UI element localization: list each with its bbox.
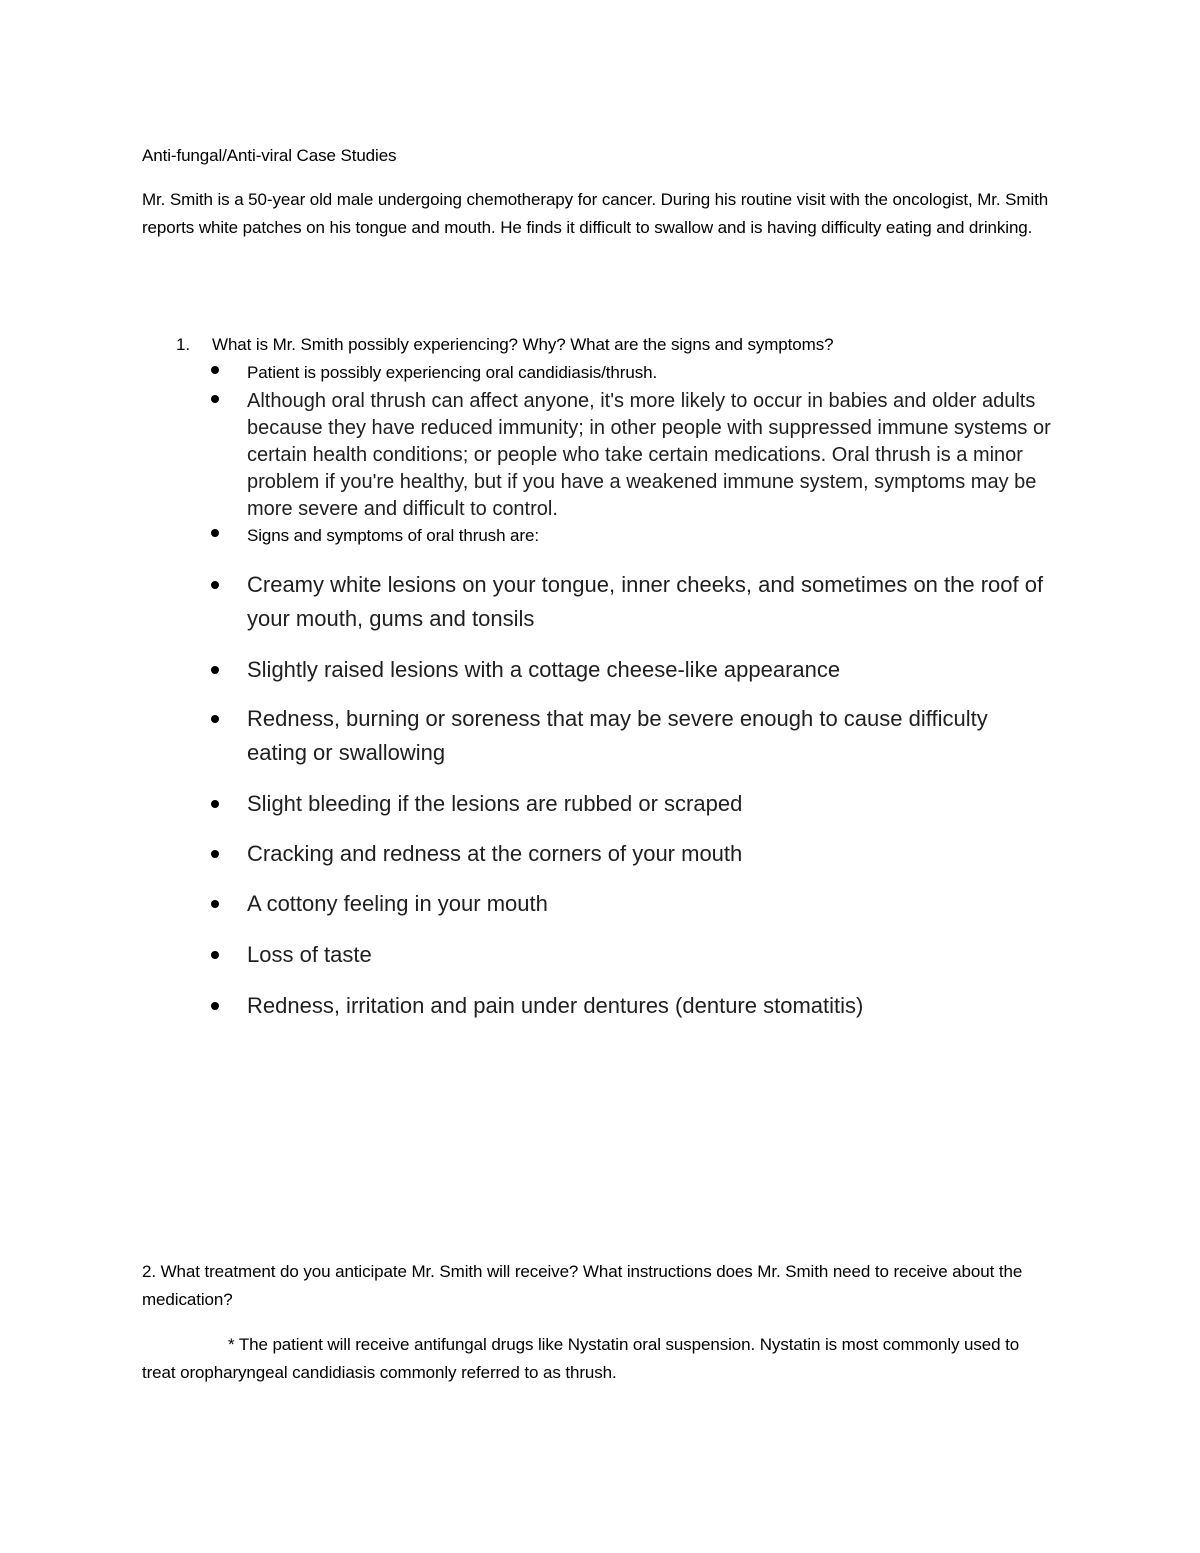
- question-1-text: What is Mr. Smith possibly experiencing? Why? What are the signs and symptoms?: [212, 335, 834, 354]
- bullet-dot-icon: [211, 366, 219, 374]
- symptom-list-item: [211, 837, 1051, 871]
- answer-bullet-diagnosis: [211, 359, 1051, 387]
- symptom-text: Creamy white lesions on your tongue, inner cheeks, and sometimes on the roof of your mouth, gums and tonsils: [247, 572, 1044, 631]
- question-2-answer: * The patient will receive antifungal drugs like Nystatin oral suspension. Nystatin is most commonly used to treat oropharyngeal candidiasis commonly referred to as thrush.: [142, 1335, 1020, 1382]
- answer-text: Although oral thrush can affect anyone, it's more likely to occur in babies and older adults because they have reduced immunity; in other people with suppressed immune systems or certain health conditions; or people who take certain medications. Oral thrush is a minor problem if you're healthy, but if you have a weakened immune system, symptoms may be more severe and difficult to control.: [247, 390, 1051, 520]
- bullet-dot-icon: [211, 715, 219, 723]
- symptom-text: A cottony feeling in your mouth: [247, 891, 548, 916]
- bullet-dot-icon: [211, 529, 219, 537]
- bullet-dot-icon: [211, 581, 219, 589]
- bullet-dot-icon: [211, 951, 219, 959]
- symptom-list-item: [211, 787, 1051, 821]
- symptom-list-item: [211, 702, 1051, 770]
- symptom-list-item: [211, 887, 1051, 921]
- symptom-list-item: [211, 568, 1051, 636]
- symptom-text: Redness, burning or soreness that may be severe enough to cause difficulty eating or swallowing: [247, 706, 988, 765]
- bullet-dot-icon: [211, 850, 219, 858]
- answer-text: Signs and symptoms of oral thrush are:: [247, 526, 539, 545]
- symptom-text: Cracking and redness at the corners of your mouth: [247, 841, 743, 866]
- question-1: [176, 331, 1056, 359]
- bullet-dot-icon: [211, 395, 219, 403]
- symptom-text: Redness, irritation and pain under dentures (denture stomatitis): [247, 993, 864, 1018]
- symptom-text: Slight bleeding if the lesions are rubbed or scraped: [247, 791, 743, 816]
- answer-bullet-explanation: [211, 388, 1051, 523]
- question-2: 2. What treatment do you anticipate Mr. Smith will receive? What instructions does Mr. Smith need to receive about the medication?: [142, 1262, 1023, 1309]
- symptom-list-item: [211, 989, 1051, 1023]
- question-1-number: 1.: [176, 335, 190, 354]
- symptom-list-item: [211, 938, 1051, 972]
- symptom-text: Slightly raised lesions with a cottage cheese-like appearance: [247, 657, 841, 682]
- symptom-text: Loss of taste: [247, 942, 372, 967]
- answer-text: Patient is possibly experiencing oral candidiasis/thrush.: [247, 363, 658, 382]
- bullet-dot-icon: [211, 1002, 219, 1010]
- bullet-dot-icon: [211, 800, 219, 808]
- answer-bullet-signs-heading: [211, 522, 1051, 550]
- symptom-list-item: [211, 653, 1051, 687]
- bullet-dot-icon: [211, 666, 219, 674]
- document-title: Anti-fungal/Anti-viral Case Studies: [142, 146, 397, 165]
- case-intro-paragraph: Mr. Smith is a 50-year old male undergoing chemotherapy for cancer. During his routine visit with the oncologist, Mr. Smith reports white patches on his tongue and mouth. He finds it difficult to swallow and is having difficulty eating and drinking.: [142, 190, 1049, 237]
- bullet-dot-icon: [211, 900, 219, 908]
